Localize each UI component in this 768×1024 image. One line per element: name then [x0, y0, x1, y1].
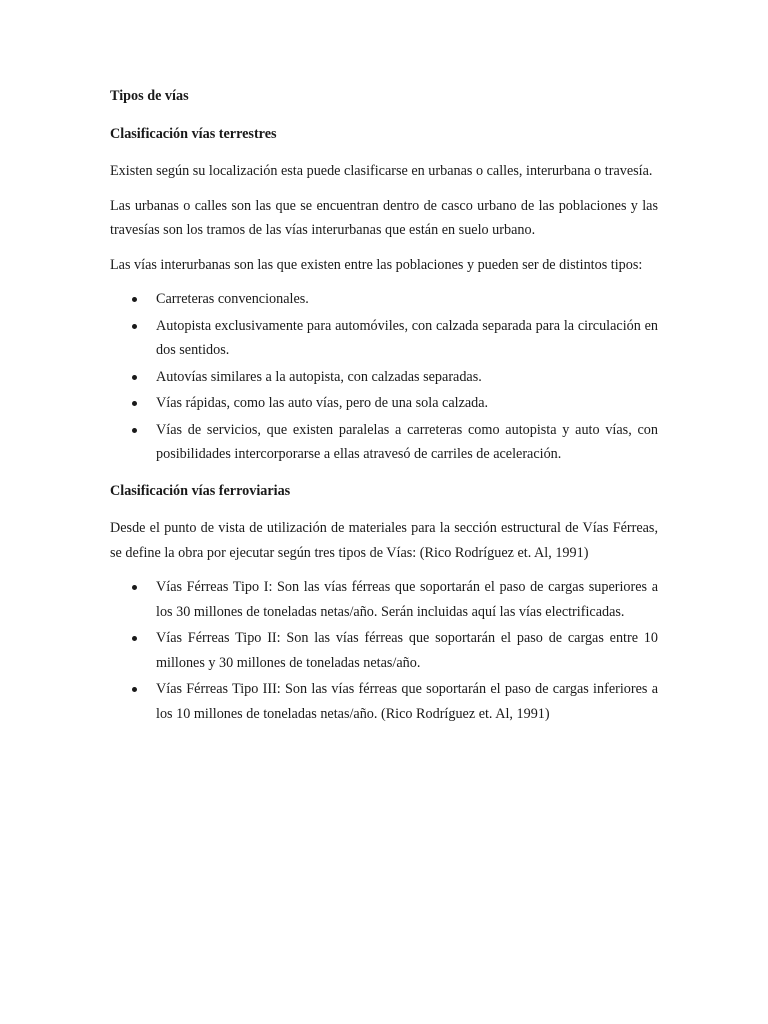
paragraph: Desde el punto de vista de utilización de materiales para la sección estructural de Vías Férreas, se define la obra por ejecutar según tres tipos de Vías: (Rico Rodríguez et. Al, 1991) — [110, 520, 658, 561]
section-heading-ferroviarias: Clasificación vías ferroviarias — [110, 482, 291, 499]
bullet-list-ferroviarias — [110, 575, 658, 726]
list-item-text: Autovías similares a la autopista, con calzadas separadas. — [156, 368, 482, 385]
list-item — [110, 626, 658, 675]
list-item — [110, 287, 658, 312]
list-item — [110, 677, 658, 726]
bullet-icon — [132, 401, 137, 406]
list-item-text: Autopista exclusivamente para automóviles, con calzada separada para la circulación en dos sentidos. — [156, 317, 658, 358]
list-item-text: Vías Férreas Tipo III: Son las vías férreas que soportarán el paso de cargas inferiores a los 10 millones de toneladas netas/año. (Rico Rodríguez et. Al, 1991) — [156, 681, 658, 722]
list-item-text: Vías rápidas, como las auto vías, pero de una sola calzada. — [156, 395, 489, 411]
bullet-icon — [132, 585, 137, 590]
list-item — [110, 418, 658, 467]
section-heading-terrestres: Clasificación vías terrestres — [110, 125, 277, 142]
bullet-list-terrestres — [110, 287, 658, 467]
paragraph: Las urbanas o calles son las que se encuentran dentro de casco urbano de las poblaciones y las travesías son los tramos de las vías interurbanas que están en suelo urbano. — [110, 197, 658, 238]
list-item — [110, 391, 658, 416]
list-item-text: Vías Férreas Tipo I: Son las vías férreas que soportarán el paso de cargas superiores a los 30 millones de toneladas netas/año. Serán incluidas aquí las vías electrificadas. — [156, 579, 658, 620]
bullet-icon — [132, 375, 137, 380]
bullet-icon — [132, 428, 137, 433]
list-item-text: Vías Férreas Tipo II: Son las vías férreas que soportarán el paso de cargas entre 10 millones y 30 millones de toneladas netas/año. — [156, 630, 658, 671]
bullet-icon — [132, 687, 137, 692]
paragraph: Las vías interurbanas son las que existen entre las poblaciones y pueden ser de distintos tipos: — [110, 256, 643, 273]
bullet-icon — [132, 324, 137, 329]
list-item-text: Carreteras convencionales. — [156, 291, 309, 307]
document-title: Tipos de vías — [110, 88, 189, 104]
list-item-text: Vías de servicios, que existen paralelas a carreteras como autopista y auto vías, con posibilidades intercorporarse a ellas atravesó de carriles de aceleración. — [156, 421, 658, 462]
list-item — [110, 314, 658, 363]
paragraph: Existen según su localización esta puede clasificarse en urbanas o calles, interurbana o travesía. — [110, 163, 653, 179]
bullet-icon — [132, 297, 137, 302]
document-page — [110, 84, 658, 738]
list-item — [110, 575, 658, 624]
list-item — [110, 365, 658, 390]
bullet-icon — [132, 636, 137, 641]
